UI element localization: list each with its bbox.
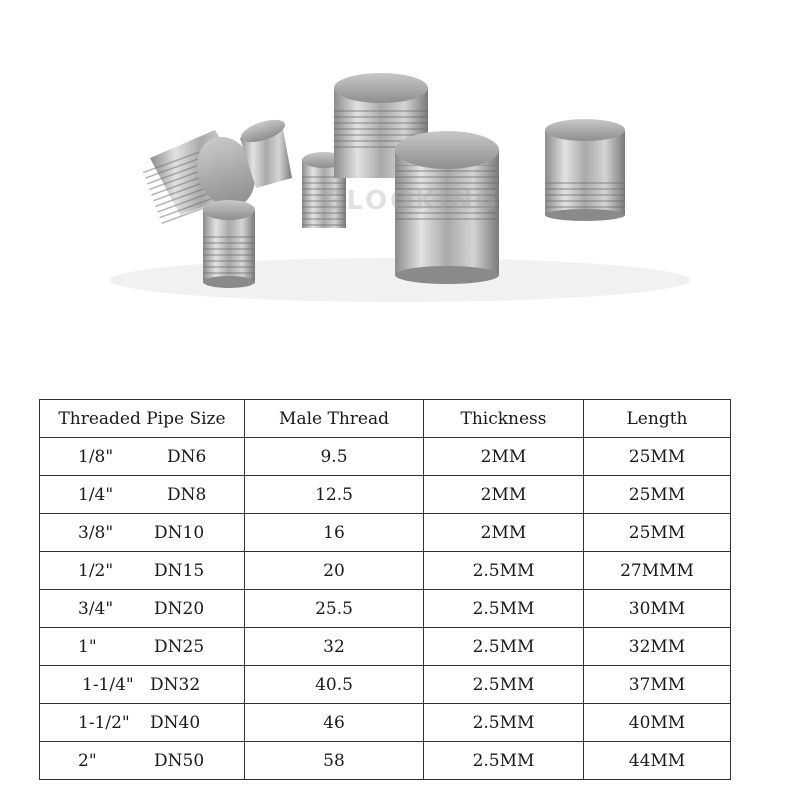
pipe-size-inch: 1/4" bbox=[78, 484, 114, 505]
pipe-size-inch: 1" bbox=[78, 636, 97, 657]
length-cell: 25MM bbox=[584, 514, 731, 552]
pipe-size-dn: DN25 bbox=[154, 636, 205, 657]
pipe-size-inch: 3/8" bbox=[78, 522, 114, 543]
pipe-size-cell bbox=[40, 666, 245, 704]
male-thread-cell: 20 bbox=[245, 552, 424, 590]
header-male-thread: Male Thread bbox=[245, 400, 424, 438]
male-thread-cell: 58 bbox=[245, 742, 424, 780]
product-photo bbox=[0, 0, 800, 395]
pipe-size-inch: 2" bbox=[78, 750, 97, 771]
fitting-small-front bbox=[203, 200, 255, 288]
male-thread-cell: 25.5 bbox=[245, 590, 424, 628]
pipe-size-inch: 3/4" bbox=[78, 598, 114, 619]
thickness-cell: 2.5MM bbox=[424, 742, 584, 780]
thickness-cell: 2MM bbox=[424, 438, 584, 476]
pipe-size-inch: 1/2" bbox=[78, 560, 114, 581]
pipe-size-inch: 1-1/2" bbox=[78, 712, 130, 733]
pipe-size-dn: DN20 bbox=[154, 598, 205, 619]
pipe-size-inch: 1/8" bbox=[78, 446, 114, 467]
table-header-row bbox=[40, 400, 731, 438]
male-thread-cell: 9.5 bbox=[245, 438, 424, 476]
pipe-size-cell bbox=[40, 514, 245, 552]
pipe-size-dn: DN40 bbox=[150, 712, 201, 733]
thickness-cell: 2.5MM bbox=[424, 590, 584, 628]
length-cell: 25MM bbox=[584, 438, 731, 476]
length-cell: 40MM bbox=[584, 704, 731, 742]
thickness-cell: 2.5MM bbox=[424, 628, 584, 666]
watermark-text: GLOOKING bbox=[322, 186, 501, 216]
header-pipe-size: Threaded Pipe Size bbox=[40, 400, 245, 438]
header-thickness: Thickness bbox=[424, 400, 584, 438]
fitting-right bbox=[545, 119, 625, 221]
pipe-size-cell bbox=[40, 590, 245, 628]
length-cell: 44MM bbox=[584, 742, 731, 780]
thickness-cell: 2MM bbox=[424, 514, 584, 552]
thickness-cell: 2.5MM bbox=[424, 666, 584, 704]
length-cell: 32MM bbox=[584, 628, 731, 666]
table-row bbox=[40, 628, 731, 666]
pipe-size-dn: DN6 bbox=[167, 446, 207, 467]
table-row bbox=[40, 438, 731, 476]
table-row bbox=[40, 476, 731, 514]
pipe-size-inch: 1-1/4" bbox=[82, 674, 134, 695]
table-row bbox=[40, 590, 731, 628]
male-thread-cell: 12.5 bbox=[245, 476, 424, 514]
pipe-size-cell bbox=[40, 438, 245, 476]
pipe-size-cell bbox=[40, 552, 245, 590]
pipe-size-cell bbox=[40, 628, 245, 666]
table-row bbox=[40, 742, 731, 780]
pipe-size-dn: DN50 bbox=[154, 750, 205, 771]
length-cell: 30MM bbox=[584, 590, 731, 628]
table-row bbox=[40, 514, 731, 552]
header-length: Length bbox=[584, 400, 731, 438]
spec-table bbox=[39, 399, 731, 780]
table-row bbox=[40, 704, 731, 742]
length-cell: 27MMM bbox=[584, 552, 731, 590]
pipe-size-dn: DN8 bbox=[167, 484, 207, 505]
pipe-size-dn: DN15 bbox=[154, 560, 205, 581]
thickness-cell: 2.5MM bbox=[424, 552, 584, 590]
pipe-size-cell bbox=[40, 476, 245, 514]
thickness-cell: 2.5MM bbox=[424, 704, 584, 742]
length-cell: 25MM bbox=[584, 476, 731, 514]
table-row bbox=[40, 552, 731, 590]
male-thread-cell: 40.5 bbox=[245, 666, 424, 704]
pipe-size-cell bbox=[40, 704, 245, 742]
pipe-size-dn: DN32 bbox=[150, 674, 201, 695]
pipe-size-dn: DN10 bbox=[154, 522, 205, 543]
male-thread-cell: 46 bbox=[245, 704, 424, 742]
male-thread-cell: 16 bbox=[245, 514, 424, 552]
pipe-size-cell bbox=[40, 742, 245, 780]
thickness-cell: 2MM bbox=[424, 476, 584, 514]
male-thread-cell: 32 bbox=[245, 628, 424, 666]
table-row bbox=[40, 666, 731, 704]
length-cell: 37MM bbox=[584, 666, 731, 704]
